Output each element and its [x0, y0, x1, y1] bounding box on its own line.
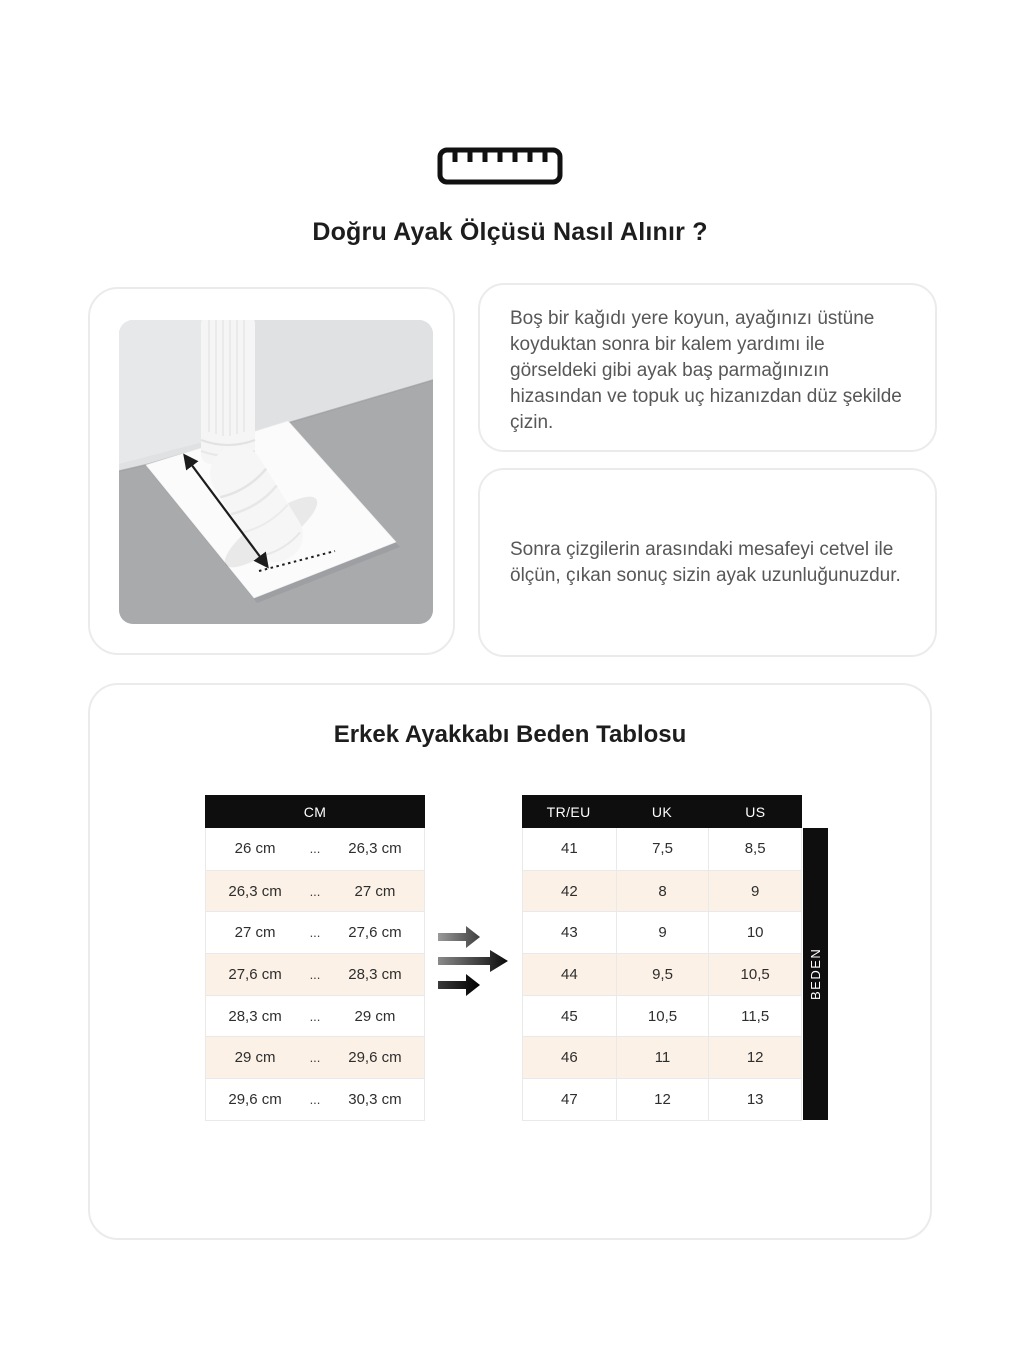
range-separator: ... [309, 841, 321, 857]
size-table-rows [523, 828, 801, 1120]
uk-value: 12 [616, 1079, 709, 1120]
us-value: 9 [708, 871, 801, 912]
col-header-us: US [745, 803, 766, 820]
size-conversion-table [522, 795, 802, 1121]
us-value: 11,5 [708, 996, 801, 1037]
uk-value: 9,5 [616, 954, 709, 995]
us-value: 8,5 [708, 828, 801, 870]
cm-to-value: 27,6 cm [348, 924, 402, 942]
tr-eu-value: 47 [560, 1090, 578, 1108]
cm-to-value: 28,3 cm [348, 965, 402, 983]
foot-measurement-photo [119, 320, 433, 624]
us-value: 13 [708, 1079, 801, 1120]
size-row [523, 911, 801, 953]
beden-side-label: BEDEN [803, 828, 828, 1120]
cm-from-value: 26,3 cm [228, 882, 282, 900]
size-row [523, 828, 801, 870]
tr-eu-value: 44 [560, 965, 578, 983]
cm-table [205, 795, 425, 1121]
us-value: 10 [708, 912, 801, 953]
size-table-header-row [522, 795, 802, 828]
cm-to-value: 26,3 cm [348, 840, 402, 858]
foot-measurement-illustration [119, 320, 433, 624]
uk-value: 9 [616, 912, 709, 953]
cm-range-row [206, 1036, 424, 1078]
size-row [523, 1036, 801, 1078]
cm-range-row [206, 911, 424, 953]
cm-to-value: 29 cm [354, 1007, 396, 1025]
cm-range-row [206, 870, 424, 912]
cm-from-value: 27,6 cm [228, 965, 282, 983]
range-separator: ... [309, 925, 321, 941]
cm-from-value: 28,3 cm [228, 1007, 282, 1025]
range-separator: ... [309, 966, 321, 982]
col-header-uk: UK [651, 803, 673, 820]
cm-from-value: 26 cm [234, 840, 276, 858]
uk-value: 8 [616, 871, 709, 912]
cm-table-rows [206, 828, 424, 1120]
range-separator: ... [309, 1050, 321, 1066]
uk-value: 11 [616, 1037, 709, 1078]
range-separator: ... [309, 1091, 321, 1107]
cm-range-row [206, 828, 424, 870]
cm-range-row [206, 953, 424, 995]
cm-from-value: 29,6 cm [228, 1090, 282, 1108]
tr-eu-value: 46 [560, 1049, 578, 1067]
size-row [523, 870, 801, 912]
size-row [523, 995, 801, 1037]
uk-value: 10,5 [616, 996, 709, 1037]
us-value: 10,5 [708, 954, 801, 995]
tr-eu-value: 41 [560, 840, 578, 858]
tr-eu-value: 45 [560, 1007, 578, 1025]
cm-from-value: 29 cm [234, 1049, 276, 1067]
cm-to-value: 30,3 cm [348, 1090, 402, 1108]
foot-photo-card [88, 287, 455, 655]
cm-from-value: 27 cm [234, 924, 276, 942]
range-separator: ... [309, 883, 321, 899]
size-row [523, 1078, 801, 1120]
cm-to-value: 29,6 cm [348, 1049, 402, 1067]
page-title: Doğru Ayak Ölçüsü Nasıl Alınır ? [312, 218, 708, 246]
range-separator: ... [309, 1008, 321, 1024]
cm-range-row [206, 1078, 424, 1120]
conversion-arrows-icon [438, 925, 510, 997]
col-header-tr-eu: TR/EU [546, 803, 591, 820]
uk-value: 7,5 [616, 828, 709, 870]
cm-table-header: CM [205, 795, 425, 828]
instruction-step1-card [478, 283, 937, 452]
ruler-icon [437, 147, 563, 185]
size-table-title: Erkek Ayakkabı Beden Tablosu [333, 721, 687, 748]
instruction-step1-text: Boş bir kağıdı yere koyun, ayağınızı üstüne koyduktan sonra bir kalem yardımı ile görseldeki gibi ayak baş parmağınızın hizasından ve topuk uç hizanızdan düz şekilde çizin. [510, 308, 902, 433]
cm-range-row [206, 995, 424, 1037]
size-row [523, 953, 801, 995]
tr-eu-value: 42 [560, 882, 578, 900]
instruction-step2-card [478, 468, 937, 657]
size-table-card [88, 683, 932, 1240]
tr-eu-value: 43 [560, 924, 578, 942]
us-value: 12 [708, 1037, 801, 1078]
cm-to-value: 27 cm [354, 882, 396, 900]
instruction-step2-text: Sonra çizgilerin arasındaki mesafeyi cetvel ile ölçün, çıkan sonuç sizin ayak uzunluğunuzdur. [510, 538, 901, 586]
